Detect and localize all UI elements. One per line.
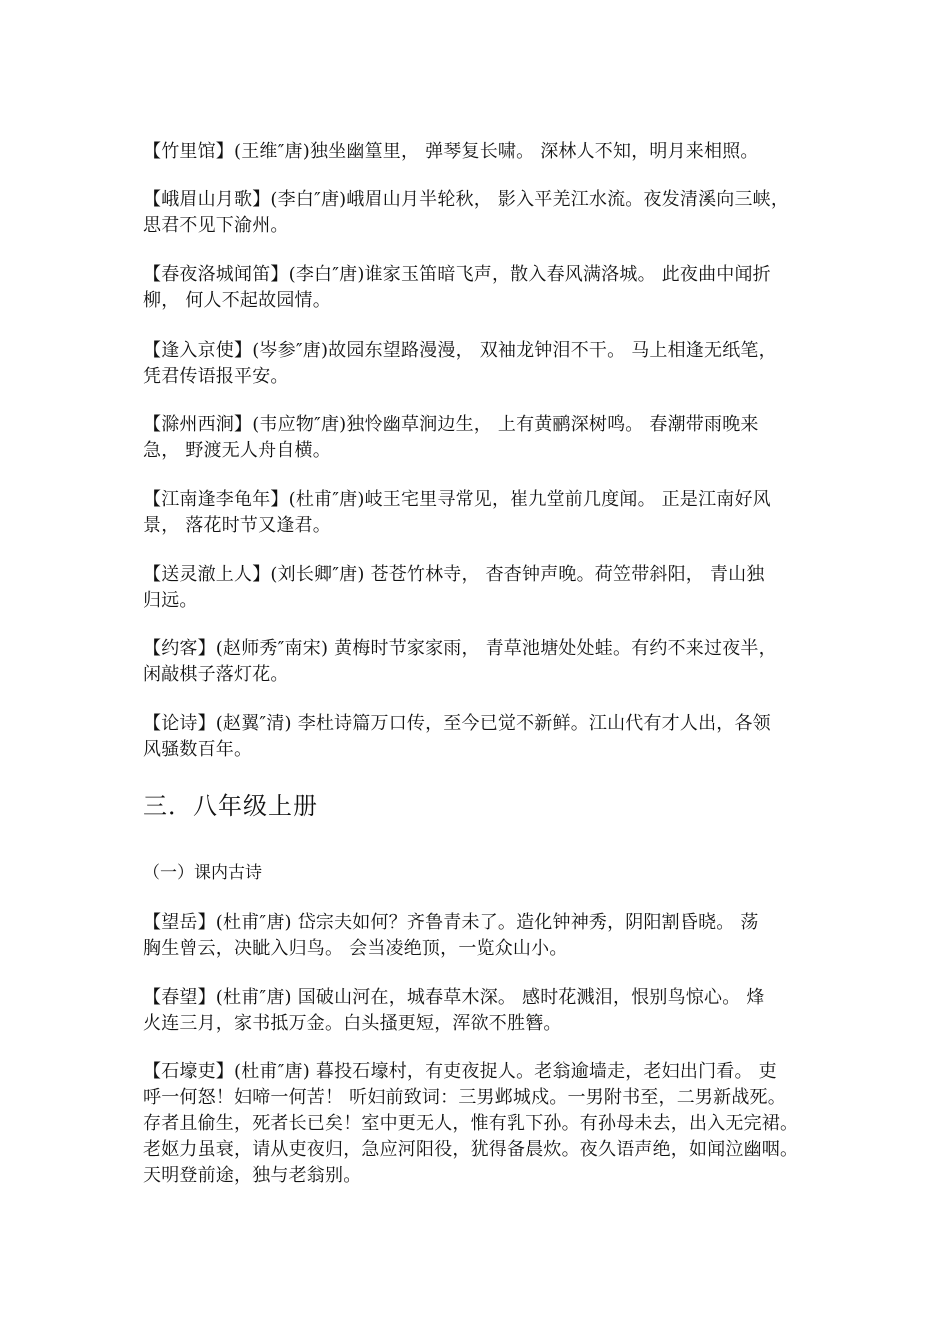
poem-line: 天明登前途，独与老翁别。 xyxy=(143,1165,362,1186)
poem-chunyeluochengwendi xyxy=(143,262,811,314)
poem-line: 火连三月，家书抵万金。白头搔更短，浑欲不胜簪。 xyxy=(143,1013,562,1034)
poem-line: 胸生曾云，决眦入归鸟。 会当凌绝顶，一览众山小。 xyxy=(143,938,568,959)
poem-line: 闲敲棋子落灯花。 xyxy=(143,664,289,685)
poem-chuzhouxijian xyxy=(143,412,811,464)
poem-line: 【逢入京使】(岑参″唐)故园东望路漫漫， 双袖龙钟泪不干。 马上相逢无纸笔， xyxy=(143,340,777,361)
poem-fengrujingshi xyxy=(143,338,811,390)
poem-line: 【滁州西涧】(韦应物″唐)独怜幽草涧边生， 上有黄鹂深树鸣。 春潮带雨晚来 xyxy=(143,414,759,435)
section-heading: 三．八年级上册 xyxy=(143,792,318,820)
poem-line: 风骚数百年。 xyxy=(143,739,253,760)
poem-line: 归远。 xyxy=(143,590,198,611)
poem-line: 存者且偷生，死者长已矣！室中更无人，惟有乳下孙。有孙母未去，出入无完裙。 xyxy=(143,1113,799,1134)
poem-line: 【论诗】(赵翼″清) 李杜诗篇万口传，至今已觉不新鲜。江山代有才人出，各领 xyxy=(143,713,771,734)
poem-line: 【春夜洛城闻笛】(李白″唐)谁家玉笛暗飞声，散入春风满洛城。 此夜曲中闻折 xyxy=(143,264,771,285)
poem-jiangnanfengliguinian xyxy=(143,487,811,539)
poem-line: 【送灵澈上人】(刘长卿″唐) 苍苍竹林寺， 杳杳钟声晚。荷笠带斜阳， 青山独 xyxy=(143,564,765,585)
subsection-heading: （一）课内古诗 xyxy=(143,863,262,883)
poem-line: 柳， 何人不起故园情。 xyxy=(143,290,331,311)
poem-yueke xyxy=(143,636,811,688)
poem-line: 老妪力虽衰，请从吏夜归，急应河阳役，犹得备晨炊。夜久语声绝，如闻泣幽咽。 xyxy=(143,1139,799,1160)
poem-line: 【春望】(杜甫″唐) 国破山河在，城春草木深。 感时花溅泪，恨别鸟惊心。 烽 xyxy=(143,987,765,1008)
poem-wangyue xyxy=(143,910,811,962)
poem-chunwang xyxy=(143,985,811,1037)
poem-line: 景， 落花时节又逢君。 xyxy=(143,515,331,536)
poem-line: 【石壕吏】(杜甫″唐) 暮投石壕村，有吏夜捉人。老翁逾墙走，老妇出门看。 吏 xyxy=(143,1061,777,1082)
poem-line: 【约客】(赵师秀″南宋) 黄梅时节家家雨， 青草池塘处处蛙。有约不来过夜半， xyxy=(143,638,777,659)
poem-shihaoli xyxy=(143,1059,811,1189)
poem-line: 呼一何怒！妇啼一何苦！ 听妇前致词：三男邺城戍。一男附书至，二男新战死。 xyxy=(143,1087,786,1108)
poem-line: 【峨眉山月歌】(李白″唐)峨眉山月半轮秋， 影入平羌江水流。夜发清溪向三峡， xyxy=(143,189,790,210)
poem-line: 急， 野渡无人舟自横。 xyxy=(143,440,331,461)
poem-line: 凭君传语报平安。 xyxy=(143,366,289,387)
poem-line: 【江南逢李龟年】(杜甫″唐)岐王宅里寻常见，崔九堂前几度闻。 正是江南好风 xyxy=(143,489,771,510)
poem-songlingcheshangren xyxy=(143,562,811,614)
poem-lunshi xyxy=(143,711,811,763)
poem-line: 【望岳】(杜甫″唐) 岱宗夫如何？齐鲁青未了。造化钟神秀，阴阳割昏晓。 荡 xyxy=(143,912,759,933)
poem-line: 思君不见下渝州。 xyxy=(143,215,289,236)
poem-line: 【竹里馆】(王维″唐)独坐幽篁里， 弹琴复长啸。 深林人不知，明月来相照。 xyxy=(143,141,759,162)
poem-emeishanyuege xyxy=(143,187,811,239)
poem-zhuliguan xyxy=(143,139,811,165)
